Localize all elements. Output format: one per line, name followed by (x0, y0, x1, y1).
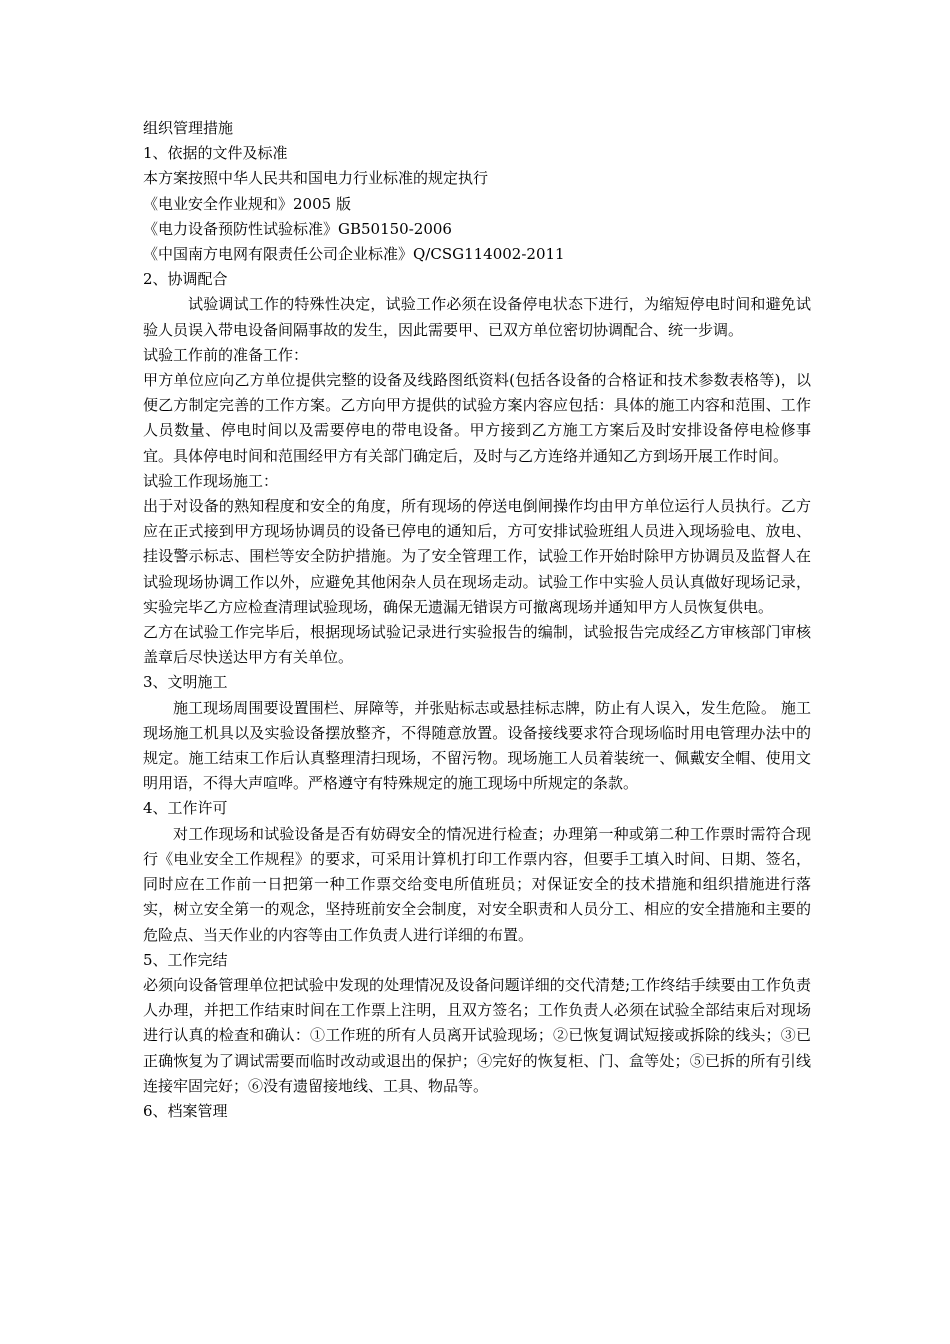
section-1-heading: 1、依据的文件及标准 (143, 144, 288, 163)
section-1-line: 《电业安全作业规和》2005 版 (143, 194, 351, 213)
section-2-site-text: 出于对设备的熟知程度和安全的角度，所有现场的停送电倒闸操作均由甲方单位运行人员执行。乙方应在正式接到甲方现场协调员的设备已停电的通知后，方可安排试验班组人员进入现场验电、放电、挂设警示标志、围栏等安全防护措施。为了安全管理工作，试验工作开始时除甲方协调员及监督人在试验现场协调工作以外，应避免其他闲杂人员在现场走动。试验工作中实验人员认真做好现场记录，实验完毕乙方应检查清理试验现场，确保无遗漏无错误方可撤离现场并通知甲方人员恢复供电。 (143, 497, 811, 616)
section-5-text: 必须向设备管理单位把试验中发现的处理情况及设备问题详细的交代清楚;工作终结手续要由工作负责人办理，并把工作结束时间在工作票上注明，且双方签名；工作负责人必须在试验全部结束后对现场进行认真的检查和确认：①工作班的所有人员离开试验现场；②已恢复调试短接或拆除的线头；③已正确恢复为了调试需要而临时改动或退出的保护；④完好的恢复柜、门、盒等处；⑤已拆的所有引线连接牢固完好；⑥没有遗留接地线、工具、物品等。 (143, 975, 811, 1095)
section-2-prep-text: 甲方单位应向乙方单位提供完整的设备及线路图纸资料(包括各设备的合格证和技术参数表格等)，以便乙方制定完善的工作方案。乙方向甲方提供的试验方案内容应包括：具体的施工内容和范围、工作人员数量、停电时间以及需要停电的带电设备。甲方接到乙方施工方案后及时安排设备停电检修事宜。具体停电时间和范围经甲方有关部门确定后，及时与乙方连络并通知乙方到场开展工作时间。 (143, 371, 811, 465)
section-2-site-heading: 试验工作现场施工： (143, 471, 279, 490)
section-1-line: 《电力设备预防性试验标准》GB50150-2006 (143, 219, 452, 238)
section-4-heading: 4、工作许可 (143, 799, 228, 818)
section-3-text: 施工现场周围要设置围栏、屏障等，并张贴标志或悬挂标志牌，防止有人误入，发生危险。 施工现场施工机具以及实验设备摆放整齐，不得随意放置。设备接线要求符合现场临时用电管理办法中的规定。施工结束工作后认真整理清扫现场，不留污物。现场施工人员着装统一、佩戴安全帽、使用文明用语，不得大声喧哗。严格遵守有特殊规定的施工现场中所规定的条款。 (143, 698, 811, 793)
section-2-report-text: 乙方在试验工作完毕后，根据现场试验记录进行实验报告的编制，试验报告完成经乙方审核部门审核盖章后尽快送达甲方有关单位。 (143, 623, 811, 667)
section-1-line: 本方案按照中华人民共和国电力行业标准的规定执行 (143, 169, 489, 188)
section-3-heading: 3、文明施工 (143, 673, 228, 692)
section-4-text: 对工作现场和试验设备是否有妨碍安全的情况进行检查；办理第一种或第二种工作票时需符合现行《电业安全工作规程》的要求，可采用计算机打印工作票内容，但要手工填入时间、日期、签名，同时应在工作前一日把第一种工作票交给变电所值班员；对保证安全的技术措施和组织措施进行落实，树立安全第一的观念，坚持班前安全会制度，对安全职责和人员分工、相应的安全措施和主要的危险点、当天作业的内容等由工作负责人进行详细的布置。 (143, 824, 811, 944)
section-5-heading: 5、工作完结 (143, 950, 228, 969)
section-2-heading: 2、协调配合 (143, 270, 228, 289)
section-1-line: 《中国南方电网有限责任公司企业标准》Q/CSG114002-2011 (143, 245, 565, 264)
document-page (143, 116, 811, 1124)
document-title: 组织管理措施 (143, 119, 234, 137)
section-2-prep-heading: 试验工作前的准备工作： (143, 345, 309, 364)
section-6-heading: 6、档案管理 (143, 1101, 228, 1120)
section-2-intro: 试验调试工作的特殊性决定，试验工作必须在设备停电状态下进行，为缩短停电时间和避免试验人员误入带电设备间隔事故的发生，因此需要甲、已双方单位密切协调配合、统一步调。 (143, 295, 811, 339)
